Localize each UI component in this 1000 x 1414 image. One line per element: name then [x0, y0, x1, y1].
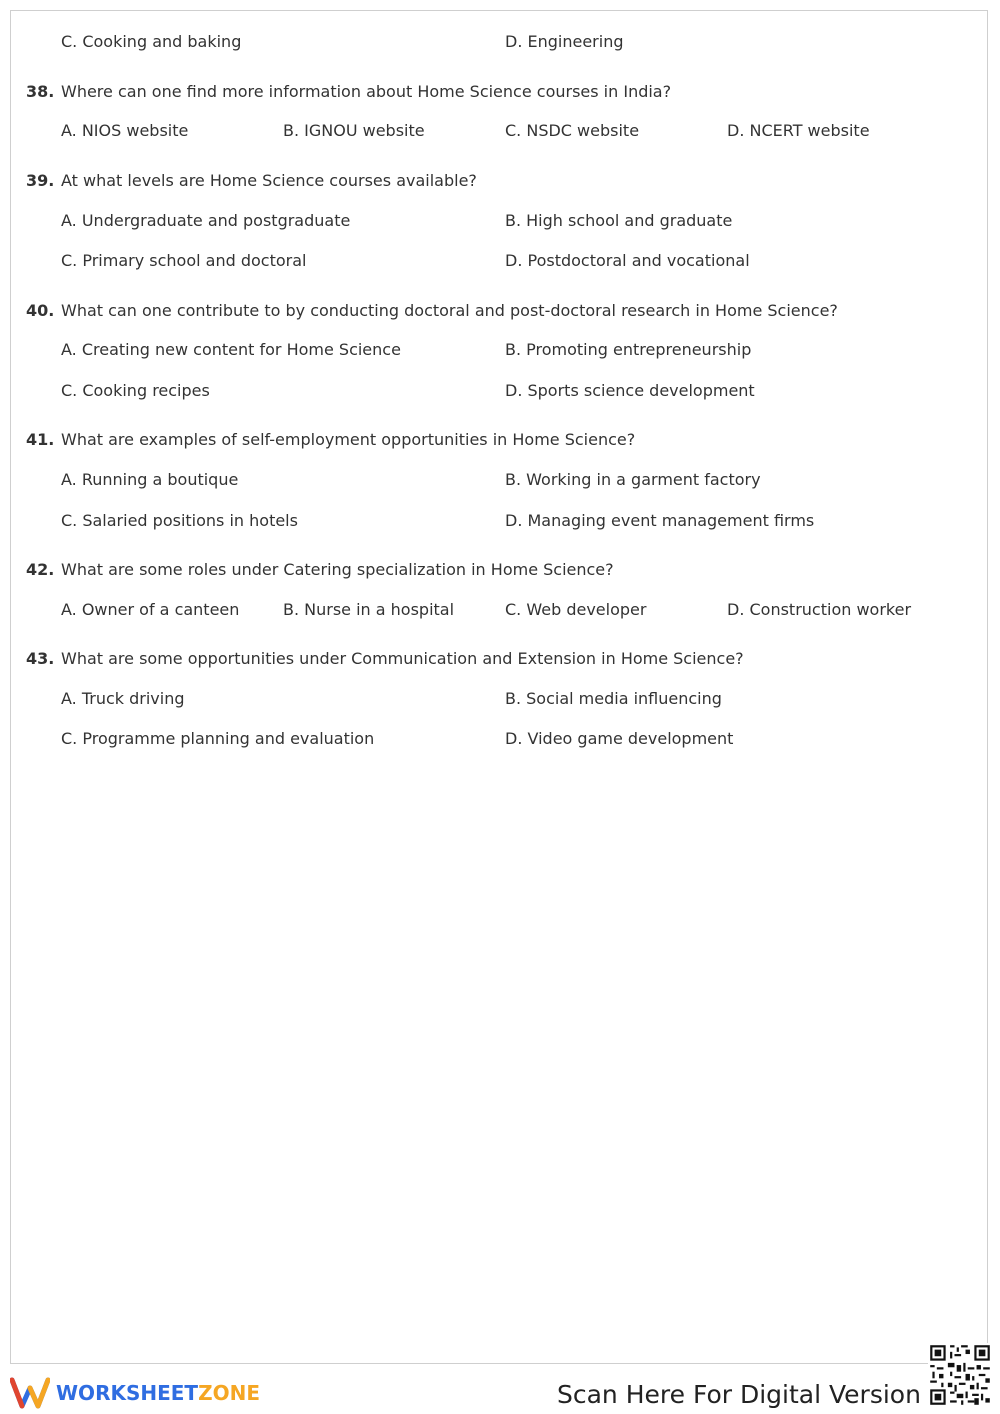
option-b: B. Promoting entrepreneurship [505, 340, 752, 359]
option-b: B. Nurse in a hospital [283, 600, 455, 619]
option-c: C. Primary school and doctoral [61, 251, 307, 270]
question-number: 43. [26, 649, 55, 668]
option-d: D. NCERT website [727, 121, 870, 140]
option-d: D. Managing event management firms [505, 511, 815, 530]
logo-text-part2: ZONE [198, 1381, 260, 1405]
option-b: B. Working in a garment factory [505, 470, 761, 489]
question-text: What are examples of self-employment opportunities in Home Science? [61, 430, 636, 449]
question-number: 39. [26, 171, 55, 190]
option-c: C. Web developer [505, 600, 647, 619]
question-text: What are some opportunities under Communication and Extension in Home Science? [61, 649, 744, 668]
question-number: 40. [26, 301, 55, 320]
logo-w-icon [10, 1376, 50, 1410]
question-text: What are some roles under Catering specialization in Home Science? [61, 560, 614, 579]
option-c: C. Cooking recipes [61, 381, 210, 400]
question-number: 38. [26, 82, 55, 101]
option-b: B. High school and graduate [505, 211, 733, 230]
option-a: A. NIOS website [61, 121, 189, 140]
option-a: A. Truck driving [61, 689, 185, 708]
option-b: B. Social media influencing [505, 689, 722, 708]
scan-prompt: Scan Here For Digital Version [557, 1380, 921, 1409]
question-number: 41. [26, 430, 55, 449]
option-c: C. Salaried positions in hotels [61, 511, 298, 530]
question-text: Where can one find more information about Home Science courses in India? [61, 82, 672, 101]
option-c: C. Programme planning and evaluation [61, 729, 375, 748]
option-d: D. Sports science development [505, 381, 755, 400]
option-c: C. NSDC website [505, 121, 640, 140]
question-text: At what levels are Home Science courses available? [61, 171, 477, 190]
option-a: A. Owner of a canteen [61, 600, 240, 619]
option-a: A. Undergraduate and postgraduate [61, 211, 351, 230]
option-b: B. IGNOU website [283, 121, 425, 140]
option-a: A. Creating new content for Home Science [61, 340, 401, 359]
option-d: D. Postdoctoral and vocational [505, 251, 750, 270]
option-d: D. Engineering [505, 32, 624, 51]
option-c: C. Cooking and baking [61, 32, 242, 51]
question-number: 42. [26, 560, 55, 579]
worksheetzone-logo[interactable] [10, 1376, 260, 1410]
option-d: D. Video game development [505, 729, 734, 748]
qr-code-icon[interactable] [928, 1343, 992, 1407]
option-d: D. Construction worker [727, 600, 912, 619]
logo-text [56, 1381, 260, 1405]
option-a: A. Running a boutique [61, 470, 239, 489]
question-text: What can one contribute to by conducting doctoral and post-doctoral research in Home Science? [61, 301, 838, 320]
logo-text-part1: WORKSHEET [56, 1381, 199, 1405]
